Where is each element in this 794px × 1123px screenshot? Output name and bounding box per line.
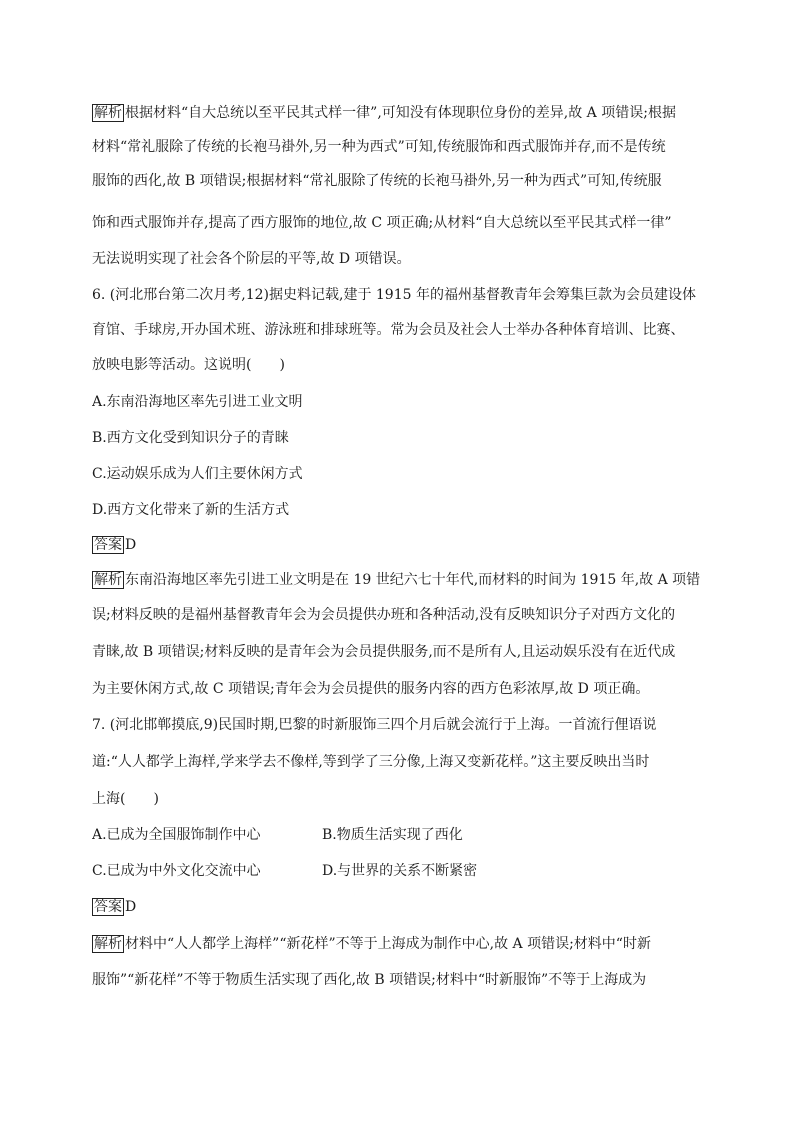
q7-option-a: A.已成为全国服饰制作中心 — [92, 827, 261, 843]
q7-answer-value: D — [125, 899, 137, 915]
analysis-tag: 解析 — [94, 105, 122, 121]
q7-answer — [92, 897, 712, 917]
q7-option-c: C.已成为中外文化交流中心 — [92, 863, 261, 879]
q5-analysis-line-2: 材料“常礼服除了传统的长袍马褂外,另一种为西式”可知,传统服饰和西式服饰并存,而不是传统 — [92, 139, 666, 155]
q6-answer-value: D — [125, 537, 137, 553]
answer-tag: 答案 — [94, 899, 122, 915]
q7-option-d: D.与世界的关系不断紧密 — [322, 863, 478, 879]
q6-analysis-line-1: 解析 东南沿海地区率先引进工业文明是在 19 世纪六七十年代,而材料的时间为 1915 年,故 A 项错 — [94, 572, 701, 588]
q7-stem-line-1: 7. (河北邯郸摸底,9)民国时期,巴黎的时新服饰三四个月后就会流行于上海。一首流行俚语说 — [92, 717, 657, 733]
answer-tag: 答案 — [94, 537, 122, 553]
q6-stem-line-3: 放映电影等活动。这说明( ) — [92, 357, 285, 373]
q6-analysis-line-3: 青睐,故 B 项错误;材料反映的是青年会为会员提供服务,而不是所有人,且运动娱乐没有在近代成 — [92, 644, 676, 660]
analysis-tag: 解析 — [94, 572, 122, 588]
q6-option-a: A.东南沿海地区率先引进工业文明 — [92, 394, 303, 410]
q6-stem-line-2: 育馆、手球房,开办国术班、游泳班和排球班等。常为会员及社会人士举办各种体育培训、比赛、 — [92, 322, 685, 338]
q6-analysis-line-4: 为主要休闲方式,故 C 项错误;青年会为会员提供的服务内容的西方色彩浓厚,故 D 项正确。 — [92, 681, 650, 697]
q6-stem-line-1: 6. (河北邢台第二次月考,12)据史料记载,建于 1915 年的福州基督教青年会筹集巨款为会员建设体 — [92, 287, 696, 303]
q5-analysis-line-5: 无法说明实现了社会各个阶层的平等,故 D 项错误。 — [92, 251, 411, 267]
q7-stem-line-2: 道:“人人都学上海样,学来学去不像样,等到学了三分像,上海又变新花样。”这主要反映出当时 — [92, 754, 650, 770]
q5-analysis-line-3: 服饰的西化,故 B 项错误;根据材料“常礼服除了传统的长袍马褂外,另一种为西式”可知,传统服 — [92, 173, 662, 189]
q7-options-row-2 — [92, 861, 712, 881]
q7-analysis-line-1: 解析 材料中“人人都学上海样”“新花样”不等于上海成为制作中心,故 A 项错误;材料中“时新 — [94, 936, 651, 952]
q6-option-d: D.西方文化带来了新的生活方式 — [92, 502, 290, 518]
q7-analysis-line-2: 服饰”“新花样”不等于物质生活实现了西化,故 B 项错误;材料中“时新服饰”不等于上海成为 — [92, 972, 647, 988]
q7-options-row-1 — [92, 825, 712, 845]
q5-analysis-line-1: 解析 根据材料“自大总统以至平民其式样一律”,可知没有体现职位身份的差异,故 A 项错误;根据 — [94, 105, 676, 121]
q6-analysis-line-2: 误;材料反映的是福州基督教青年会为会员提供办班和各种活动,没有反映知识分子对西方文化的 — [92, 607, 676, 623]
q7-option-b: B.物质生活实现了西化 — [322, 827, 463, 843]
analysis-tag: 解析 — [94, 936, 122, 952]
q6-option-b: B.西方文化受到知识分子的青睐 — [92, 430, 289, 446]
q5-analysis-line-4: 饰和西式服饰并存,提高了西方服饰的地位,故 C 项正确;从材料“自大总统以至平民其式样一律” — [92, 215, 672, 231]
q7-stem-line-3: 上海( ) — [92, 791, 159, 807]
q6-option-c: C.运动娱乐成为人们主要休闲方式 — [92, 466, 303, 482]
q6-answer — [92, 535, 712, 555]
